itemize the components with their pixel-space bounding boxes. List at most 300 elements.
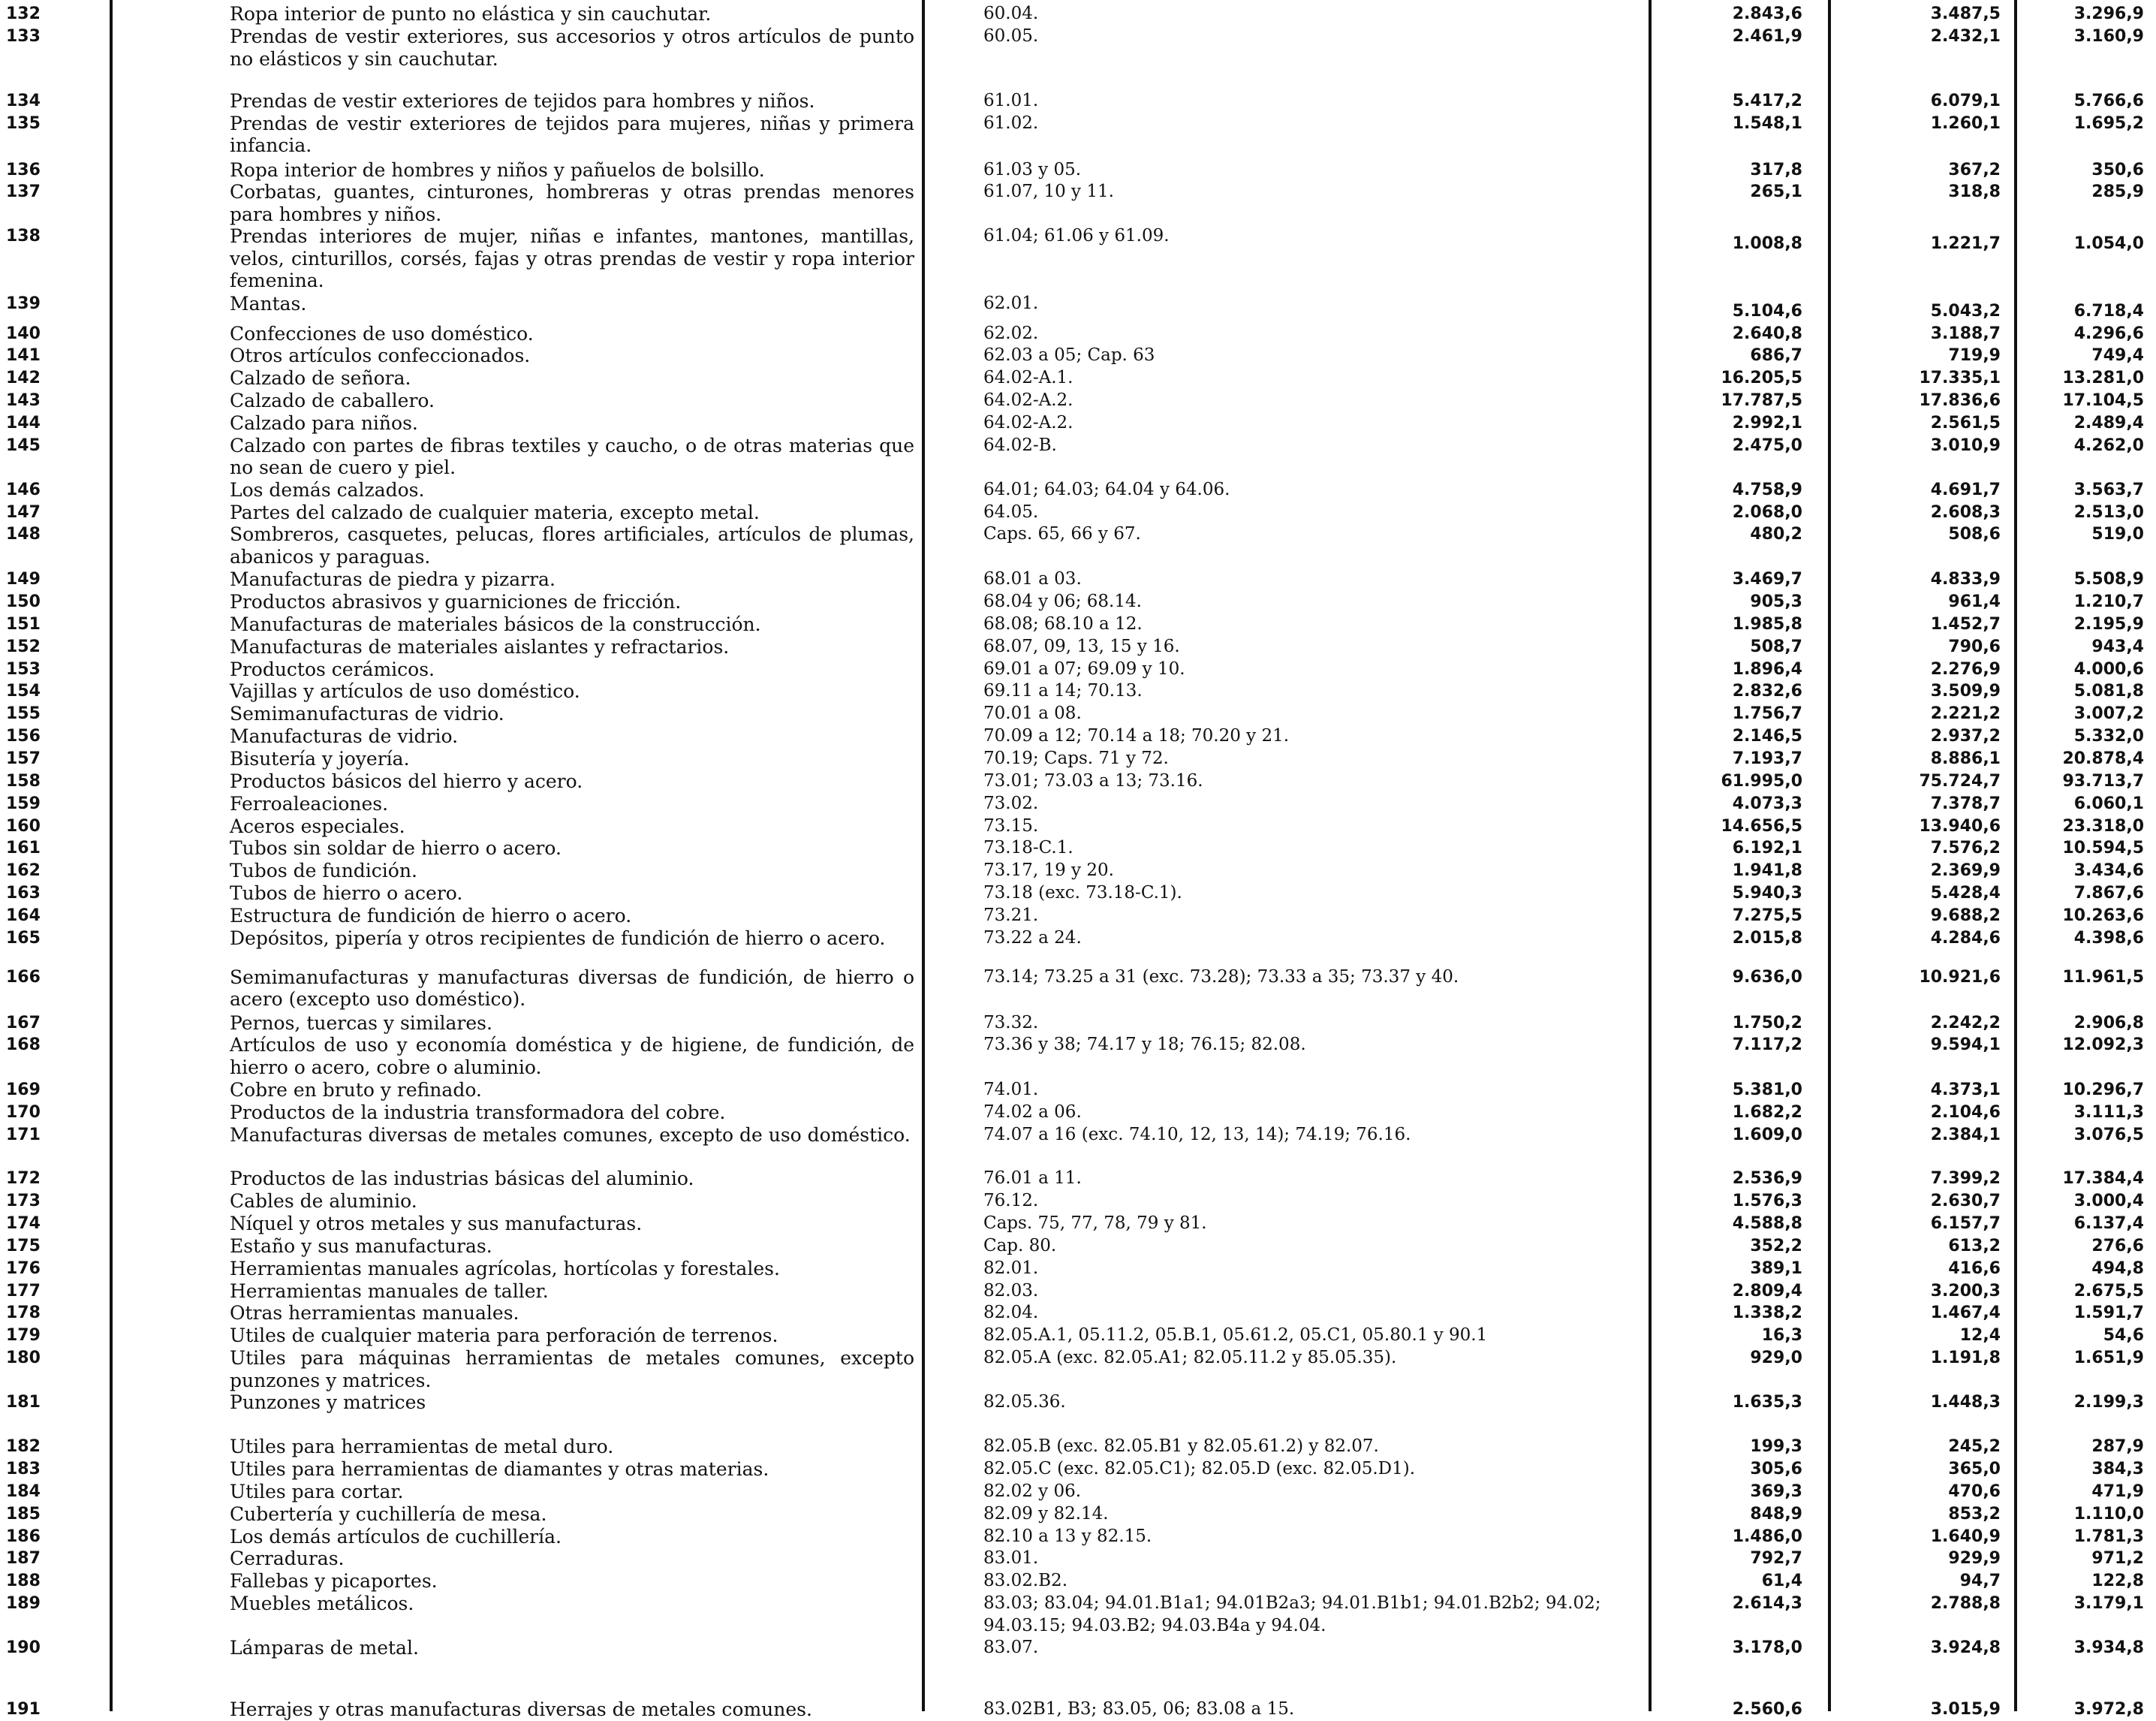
table-row: [0, 703, 2156, 725]
tariff-code: 74.07 a 16 (exc. 74.10, 12, 13, 14); 74.19; 76.16.: [983, 1125, 1411, 1144]
row-number: 147: [6, 502, 41, 522]
item-description: [110, 1548, 922, 1570]
item-description-text: Confecciones de uso doméstico.: [230, 322, 534, 345]
value-col-2: 3.509,9: [1930, 682, 2001, 701]
value-col-1: 929,0: [1750, 1349, 1802, 1367]
value-col-1: 16,3: [1761, 1326, 1802, 1345]
value-col-1: 1.548,1: [1732, 113, 1802, 133]
row-number: 155: [6, 704, 41, 723]
value-col-2: 9.688,2: [1930, 906, 2001, 925]
item-description-text: Utiles de cualquier materia para perforación de terrenos.: [230, 1325, 778, 1346]
row-number: 156: [6, 727, 41, 746]
value-col-3: 3.000,4: [2073, 1192, 2144, 1210]
item-description: [110, 90, 922, 113]
value-col-2: 6.079,1: [1930, 92, 2001, 110]
value-col-1: 7.117,2: [1732, 1035, 1802, 1054]
tariff-code: 83.02B1, B3; 83.05, 06; 83.08 a 15.: [983, 1699, 1295, 1719]
item-description: [110, 345, 922, 367]
value-col-1: 1.750,2: [1732, 1013, 1802, 1032]
value-col-3: 3.160,9: [2073, 27, 2144, 46]
value-col-3: 3.563,7: [2073, 480, 2144, 499]
row-number: 176: [6, 1258, 41, 1278]
item-description-text: Calzado de caballero.: [230, 389, 435, 411]
item-description: [110, 502, 922, 524]
item-description: [110, 479, 922, 502]
value-col-2: 6.157,7: [1930, 1214, 2001, 1233]
table-row: [0, 1570, 2156, 1593]
value-col-2: 13.940,6: [1919, 816, 2001, 836]
row-number: 164: [6, 906, 41, 925]
item-description-text: Corbatas, guantes, cinturones, hombreras y otras prendas menores para hombres y niños.: [230, 181, 914, 225]
tariff-code: 82.01.: [983, 1258, 1039, 1278]
value-col-1: 2.614,3: [1732, 1594, 1802, 1613]
row-number: 169: [6, 1081, 41, 1099]
row-number: 144: [6, 413, 41, 433]
value-col-1: 4.588,8: [1732, 1214, 1802, 1233]
table-row: [0, 1079, 2156, 1102]
value-col-1: 352,2: [1750, 1236, 1802, 1255]
value-col-3: 12.092,3: [2062, 1035, 2144, 1054]
item-description-text: Prendas de vestir exteriores de tejidos para hombres y niños.: [230, 90, 815, 112]
value-col-1: 2.015,8: [1732, 928, 1802, 948]
value-col-2: 2.608,3: [1930, 502, 2001, 522]
table-row: [0, 568, 2156, 591]
row-number: 170: [6, 1103, 41, 1122]
value-col-2: 3.015,9: [1930, 1700, 2001, 1719]
value-col-1: 305,6: [1750, 1460, 1802, 1478]
item-description: [110, 927, 922, 966]
item-description-text: Cerraduras.: [230, 1548, 345, 1569]
item-description: [110, 1258, 922, 1280]
table-row: [0, 1458, 2156, 1481]
row-number: 133: [6, 27, 41, 46]
value-col-2: 8.886,1: [1930, 749, 2001, 768]
item-description: [110, 367, 922, 390]
value-col-2: 3.487,5: [1930, 5, 2001, 23]
item-description-text: Prendas interiores de mujer, niñas e infantes, mantones, mantillas, velos, cinturillos, corsés, fajas y otras prendas de vestir y ropa interior femenina.: [230, 225, 914, 291]
value-col-1: 1.609,0: [1732, 1126, 1802, 1144]
tariff-code: 70.19; Caps. 71 y 72.: [983, 749, 1169, 768]
value-col-1: 5.417,2: [1732, 92, 1802, 110]
table-row: [0, 1102, 2156, 1124]
tariff-code: 83.02.B2.: [983, 1571, 1068, 1590]
table-row: [0, 1526, 2156, 1548]
row-number: 148: [6, 525, 41, 544]
value-col-2: 5.043,2: [1930, 302, 2001, 321]
item-description: [110, 1079, 922, 1102]
table-row: [0, 793, 2156, 815]
item-description-text: Productos cerámicos.: [230, 658, 435, 680]
value-col-1: 17.787,5: [1721, 390, 1802, 410]
item-description: [110, 113, 922, 159]
value-col-2: 929,9: [1948, 1549, 2001, 1568]
value-col-2: 1.191,8: [1930, 1349, 2001, 1367]
item-description: [110, 882, 922, 905]
value-col-3: 1.591,7: [2073, 1304, 2144, 1322]
item-description: [110, 703, 922, 725]
table-row: [0, 26, 2156, 90]
item-description-text: Tubos de fundición.: [230, 860, 417, 882]
value-col-3: 5.081,8: [2073, 682, 2144, 701]
value-col-3: 943,4: [2091, 637, 2144, 656]
value-col-1: 2.843,6: [1732, 5, 1802, 23]
item-description-text: Manufacturas de materiales aislantes y refractarios.: [230, 635, 730, 658]
row-number: 140: [6, 324, 41, 343]
tariff-code: 82.04.: [983, 1303, 1039, 1322]
item-description: [110, 1168, 922, 1190]
value-col-1: 2.809,4: [1732, 1281, 1802, 1301]
tariff-code: 64.05.: [983, 502, 1039, 522]
item-description: [110, 1347, 922, 1391]
item-description: [110, 568, 922, 591]
row-number: 165: [6, 928, 41, 948]
row-number: 179: [6, 1326, 41, 1345]
value-col-1: 7.193,7: [1732, 749, 1802, 768]
item-description: [110, 181, 922, 225]
row-number: 136: [6, 160, 41, 179]
value-col-3: 494,8: [2091, 1258, 2144, 1278]
value-col-1: 2.832,6: [1732, 682, 1802, 701]
table-row: [0, 613, 2156, 636]
row-number: 174: [6, 1214, 41, 1233]
table-row: [0, 748, 2156, 770]
tariff-code: 62.02.: [983, 323, 1039, 343]
tariff-code: 73.32.: [983, 1012, 1039, 1032]
table-row: [0, 1347, 2156, 1391]
item-description: [110, 523, 922, 568]
item-description: [110, 591, 922, 613]
tariff-code: 82.05.A (exc. 82.05.A1; 82.05.11.2 y 85.05.35).: [983, 1348, 1397, 1367]
value-col-2: 7.399,2: [1930, 1169, 2001, 1188]
value-col-2: 1.221,7: [1930, 234, 2001, 253]
item-description: [110, 323, 922, 345]
item-description-text: Estructura de fundición de hierro o acero.: [230, 904, 632, 927]
item-description: [110, 1458, 922, 1481]
table-row: [0, 225, 2156, 293]
table-row: [0, 1235, 2156, 1258]
row-number: 183: [6, 1460, 41, 1478]
item-description: [110, 966, 922, 1012]
row-number: 135: [6, 113, 41, 133]
value-col-1: 389,1: [1750, 1258, 1802, 1278]
value-col-2: 4.284,6: [1930, 928, 2001, 948]
tariff-code: 73.22 a 24.: [983, 927, 1082, 948]
item-description-text: Calzado con partes de fibras textiles y caucho, o de otras materias que no sean de cuero y piel.: [230, 434, 914, 478]
item-description-text: Utiles para máquinas herramientas de metales comunes, excepto punzones y matrices.: [230, 1347, 914, 1391]
value-col-1: 3.178,0: [1732, 1638, 1802, 1657]
row-number: 168: [6, 1035, 41, 1054]
item-description: [110, 1526, 922, 1548]
value-col-1: 1.896,4: [1732, 659, 1802, 679]
row-number: 191: [6, 1700, 41, 1719]
row-number: 160: [6, 816, 41, 836]
value-col-2: 3.924,8: [1930, 1638, 2001, 1657]
tariff-code: 82.05.A.1, 05.11.2, 05.B.1, 05.61.2, 05.C1, 05.80.1 y 90.1: [983, 1325, 1488, 1345]
tariff-code: 68.01 a 03.: [983, 569, 1082, 589]
value-col-3: 7.867,6: [2073, 884, 2144, 903]
value-col-3: 5.508,9: [2073, 570, 2144, 589]
value-col-2: 416,6: [1948, 1258, 2001, 1278]
table-row: [0, 1481, 2156, 1503]
value-col-3: 4.296,6: [2073, 324, 2144, 343]
table-row: [0, 659, 2156, 681]
tariff-code: 82.05.C (exc. 82.05.C1); 82.05.D (exc. 82.05.D1).: [983, 1459, 1416, 1478]
row-number: 171: [6, 1126, 41, 1144]
tariff-code: 61.01.: [983, 91, 1039, 110]
row-number: 187: [6, 1549, 41, 1568]
value-col-3: 384,3: [2091, 1460, 2144, 1478]
row-number: 150: [6, 592, 41, 611]
item-description: [110, 748, 922, 770]
table-row: [0, 905, 2156, 927]
item-description: [110, 659, 922, 681]
tariff-code: 83.07.: [983, 1638, 1039, 1657]
item-description: [110, 1124, 922, 1168]
value-col-2: 2.384,1: [1930, 1126, 2001, 1144]
row-number: 172: [6, 1169, 41, 1188]
value-col-2: 1.467,4: [1930, 1304, 2001, 1322]
value-col-2: 2.104,6: [1930, 1103, 2001, 1122]
item-description-text: Artículos de uso y economía doméstica y de higiene, de fundición, de hierro o acero, cobre o aluminio.: [230, 1034, 914, 1078]
value-col-3: 13.281,0: [2062, 369, 2144, 387]
item-description: [110, 1302, 922, 1325]
row-number: 145: [6, 436, 41, 455]
row-number: 152: [6, 637, 41, 656]
row-number: 175: [6, 1236, 41, 1255]
value-col-2: 613,2: [1948, 1236, 2001, 1255]
item-description: [110, 3, 922, 26]
item-description-text: Níquel y otros metales y sus manufacturas.: [230, 1213, 643, 1234]
value-col-1: 2.992,1: [1732, 413, 1802, 433]
value-col-3: 11.961,5: [2062, 967, 2144, 987]
value-col-1: 265,1: [1750, 182, 1802, 201]
item-description: [110, 1503, 922, 1526]
table-row: [0, 435, 2156, 479]
item-description-text: Partes del calzado de cualquier materia, excepto metal.: [230, 501, 760, 523]
value-col-1: 3.469,7: [1732, 570, 1802, 589]
value-col-3: 3.007,2: [2073, 704, 2144, 723]
row-number: 189: [6, 1594, 41, 1613]
item-description-text: Cables de aluminio.: [230, 1190, 417, 1212]
tariff-code: 82.02 y 06.: [983, 1481, 1082, 1501]
table-row: [0, 1593, 2156, 1637]
tariff-code: 73.17, 19 y 20.: [983, 860, 1114, 880]
item-description-text: Tubos de hierro o acero.: [230, 882, 463, 904]
table-row: [0, 1436, 2156, 1458]
tariff-code: 68.08; 68.10 a 12.: [983, 613, 1143, 634]
item-description: [110, 1637, 922, 1698]
tariff-code: 82.03.: [983, 1280, 1039, 1301]
value-col-1: 14.656,5: [1721, 816, 1802, 836]
value-col-3: 1.695,2: [2073, 113, 2144, 133]
value-col-2: 318,8: [1948, 182, 2001, 201]
tariff-code: 61.04; 61.06 y 61.09.: [983, 226, 1170, 246]
value-col-3: 10.594,5: [2062, 839, 2144, 857]
value-col-1: 2.461,9: [1732, 27, 1802, 46]
value-col-3: 285,9: [2091, 182, 2144, 201]
row-number: 141: [6, 346, 41, 365]
row-number: 134: [6, 92, 41, 110]
item-description-text: Depósitos, pipería y otros recipientes de fundición de hierro o acero.: [230, 927, 886, 949]
tariff-code: 64.02-A.2.: [983, 412, 1073, 433]
tariff-code: 64.02-B.: [983, 435, 1057, 455]
table-row: [0, 636, 2156, 659]
item-description: [110, 390, 922, 412]
table-row: [0, 860, 2156, 882]
item-description-text: Sombreros, casquetes, pelucas, flores artificiales, artículos de plumas, abanicos y paraguas.: [230, 523, 914, 568]
tariff-code: 62.01.: [983, 294, 1039, 313]
item-description-text: Cobre en bruto y refinado.: [230, 1079, 482, 1101]
value-col-2: 3.010,9: [1930, 436, 2001, 455]
item-description-text: Herrajes y otras manufacturas diversas de metales comunes.: [230, 1698, 812, 1720]
table-row: [0, 502, 2156, 524]
table-row: [0, 323, 2156, 345]
value-col-3: 122,8: [2091, 1572, 2144, 1590]
value-col-1: 905,3: [1750, 592, 1802, 611]
tariff-code: Caps. 65, 66 y 67.: [983, 524, 1141, 544]
table-row: [0, 293, 2156, 323]
value-col-2: 75.724,7: [1919, 771, 2001, 791]
item-description: [110, 793, 922, 815]
value-col-1: 792,7: [1750, 1549, 1802, 1568]
tariff-code: 73.14; 73.25 a 31 (exc. 73.28); 73.33 a 35; 73.37 y 40.: [983, 966, 1459, 987]
table-row: [0, 1325, 2156, 1347]
item-description-text: Estaño y sus manufacturas.: [230, 1234, 492, 1257]
table-row: [0, 591, 2156, 613]
item-description-text: Prendas de vestir exteriores de tejidos para mujeres, niñas y primera infancia.: [230, 112, 914, 156]
value-col-2: 1.640,9: [1930, 1527, 2001, 1546]
table-row: [0, 725, 2156, 748]
tariff-code: 61.03 y 05.: [983, 159, 1082, 179]
value-col-3: 5.766,6: [2073, 92, 2144, 110]
row-number: 138: [6, 227, 41, 246]
value-col-2: 2.242,2: [1930, 1013, 2001, 1032]
item-description: [110, 225, 922, 293]
table-row: [0, 1124, 2156, 1168]
value-col-3: 20.878,4: [2062, 749, 2144, 768]
value-col-2: 3.200,3: [1930, 1281, 2001, 1301]
value-col-2: 1.452,7: [1930, 614, 2001, 634]
value-col-1: 508,7: [1750, 637, 1802, 656]
tariff-code: 74.01.: [983, 1080, 1039, 1099]
tariff-code: 82.09 y 82.14.: [983, 1503, 1109, 1524]
item-description: [110, 1570, 922, 1593]
item-description-text: Herramientas manuales agrícolas, hortícolas y forestales.: [230, 1257, 780, 1279]
table-row: [0, 770, 2156, 793]
value-col-2: 245,2: [1948, 1437, 2001, 1456]
value-col-1: 317,8: [1750, 160, 1802, 179]
item-description-text: Productos de las industrias básicas del aluminio.: [230, 1168, 694, 1189]
row-number: 173: [6, 1192, 41, 1210]
value-col-3: 3.111,3: [2073, 1103, 2144, 1122]
value-col-1: 61.995,0: [1721, 771, 1802, 791]
tariff-code: 73.02.: [983, 793, 1039, 813]
item-description: [110, 1481, 922, 1503]
table-row: [0, 90, 2156, 113]
value-col-3: 1.210,7: [2073, 592, 2144, 611]
item-description-text: Semimanufacturas y manufacturas diversas de fundición, de hierro o acero (excepto uso doméstico).: [230, 966, 914, 1010]
value-col-1: 4.073,3: [1732, 794, 1802, 813]
item-description: [110, 1325, 922, 1347]
value-col-1: 199,3: [1750, 1437, 1802, 1456]
value-col-3: 4.262,0: [2073, 436, 2144, 455]
value-col-3: 1.110,0: [2073, 1504, 2144, 1524]
table-row: [0, 412, 2156, 435]
value-col-2: 2.630,7: [1930, 1192, 2001, 1210]
value-col-2: 4.833,9: [1930, 570, 2001, 589]
item-description-text: Herramientas manuales de taller.: [230, 1279, 549, 1302]
table-row: [0, 1503, 2156, 1526]
value-col-2: 17.836,6: [1919, 390, 2001, 410]
value-col-3: 5.332,0: [2073, 727, 2144, 746]
item-description-text: Productos básicos del hierro y acero.: [230, 770, 583, 792]
row-number: 181: [6, 1393, 41, 1412]
row-number: 185: [6, 1504, 41, 1524]
value-col-3: 1.054,0: [2073, 234, 2144, 253]
item-description: [110, 159, 922, 182]
table-row: [0, 1034, 2156, 1079]
value-col-3: 6.060,1: [2073, 794, 2144, 813]
tariff-code: 69.01 a 07; 69.09 y 10.: [983, 659, 1185, 679]
value-col-3: 2.195,9: [2073, 614, 2144, 634]
item-description: [110, 905, 922, 927]
table-row: [0, 1637, 2156, 1698]
table-row: [0, 815, 2156, 838]
tariff-code: 74.02 a 06.: [983, 1102, 1082, 1122]
row-number: 188: [6, 1572, 41, 1590]
value-col-1: 2.560,6: [1732, 1700, 1802, 1719]
row-number: 139: [6, 294, 41, 313]
value-col-3: 2.199,3: [2073, 1393, 2144, 1412]
value-col-1: 5.104,6: [1732, 302, 1802, 321]
row-number: 154: [6, 682, 41, 701]
item-description: [110, 435, 922, 479]
row-number: 137: [6, 182, 41, 201]
table-row: [0, 966, 2156, 1012]
tariff-code: 68.04 y 06; 68.14.: [983, 591, 1142, 611]
item-description-text: Bisutería y joyería.: [230, 748, 410, 770]
value-col-3: 749,4: [2091, 346, 2144, 365]
value-col-3: 17.104,5: [2062, 390, 2144, 410]
row-number: 162: [6, 861, 41, 880]
value-col-2: 2.432,1: [1930, 27, 2001, 46]
table-row: [0, 680, 2156, 703]
item-description-text: Los demás artículos de cuchillería.: [230, 1525, 562, 1548]
item-description-text: Utiles para cortar.: [230, 1480, 404, 1502]
item-description-text: Cubertería y cuchillería de mesa.: [230, 1502, 547, 1525]
item-description-text: Utiles para herramientas de diamantes y otras materias.: [230, 1458, 769, 1480]
table-row: [0, 1302, 2156, 1325]
tariff-code: 73.18 (exc. 73.18-C.1).: [983, 883, 1182, 903]
value-col-1: 2.068,0: [1732, 502, 1802, 522]
value-col-2: 4.691,7: [1930, 480, 2001, 499]
item-description: [110, 860, 922, 882]
value-col-2: 94,7: [1959, 1572, 2001, 1590]
row-number: 177: [6, 1281, 41, 1301]
table-row: [0, 113, 2156, 159]
tariff-code: 83.01.: [983, 1548, 1039, 1568]
value-col-1: 1.008,8: [1732, 234, 1802, 253]
value-col-1: 61,4: [1761, 1572, 1802, 1590]
tariff-code: 60.05.: [983, 26, 1039, 46]
value-col-3: 2.489,4: [2073, 413, 2144, 433]
value-col-1: 480,2: [1750, 525, 1802, 544]
value-col-1: 7.275,5: [1732, 906, 1802, 925]
value-col-3: 54,6: [2103, 1326, 2144, 1345]
value-col-2: 7.576,2: [1930, 839, 2001, 857]
item-description-text: Productos de la industria transformadora del cobre.: [230, 1102, 726, 1123]
table-row: [0, 523, 2156, 568]
